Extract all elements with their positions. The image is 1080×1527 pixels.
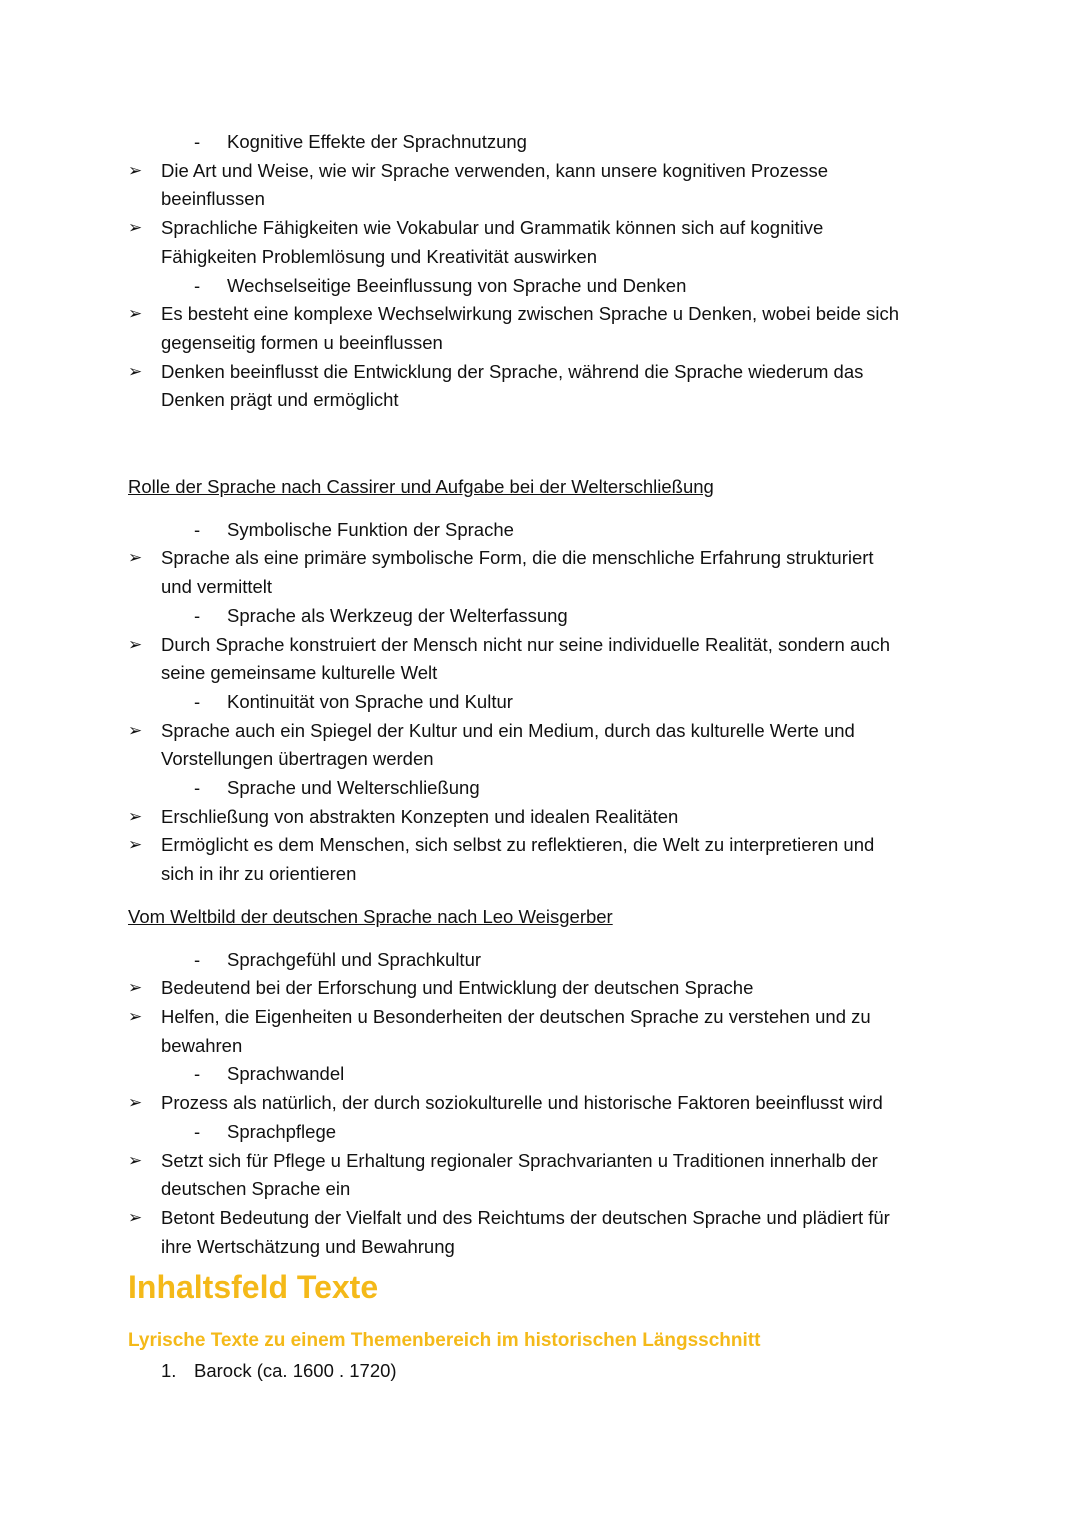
bullet-item — [0, 831, 1080, 888]
bullet-text: Sprache als eine primäre symbolische Form, die die menschliche Erfahrung strukturiert — [161, 547, 874, 569]
bullet-text: Sprachliche Fähigkeiten wie Vokabular und Grammatik können sich auf kognitive — [161, 217, 824, 239]
sub-topic-text: Symbolische Funktion der Sprache — [227, 518, 514, 540]
bullet-text: Durch Sprache konstruiert der Mensch nicht nur seine individuelle Realität, sondern auch — [161, 633, 891, 655]
arrow-bullet-icon: ➢ — [128, 634, 143, 654]
arrow-bullet-icon: ➢ — [128, 361, 143, 381]
bullet-line — [0, 631, 1080, 660]
bullet-line — [0, 1089, 1080, 1118]
bullet-text: Die Art und Weise, wie wir Sprache verwenden, kann unsere kognitiven Prozesse — [161, 159, 829, 181]
sub-topic — [0, 1060, 1080, 1089]
bullet-line — [0, 659, 1080, 688]
bullet-text: Bedeutend bei der Erforschung und Entwicklung der deutschen Sprache — [161, 977, 754, 999]
dash-icon: - — [194, 604, 201, 626]
bullet-text: Helfen, die Eigenheiten u Besonderheiten der deutschen Sprache zu verstehen und zu — [161, 1005, 871, 1027]
numbered-item — [0, 1357, 1080, 1386]
bullet-text: beeinflussen — [161, 188, 265, 210]
arrow-bullet-icon: ➢ — [128, 548, 143, 568]
section-cassirer — [0, 516, 1080, 889]
sub-topic-text: Wechselseitige Beeinflussung von Sprache und Denken — [227, 274, 687, 296]
bullet-line — [0, 1147, 1080, 1176]
sub-topic-text: Kognitive Effekte der Sprachnutzung — [227, 131, 527, 152]
arrow-bullet-icon: ➢ — [128, 806, 143, 826]
bullet-line — [0, 157, 1080, 186]
item-number: 1. — [161, 1360, 177, 1382]
bullet-text: Prozess als natürlich, der durch soziokulturelle und historische Faktoren beeinflusst wird — [161, 1092, 883, 1114]
bullet-text: gegenseitig formen u beeinflussen — [161, 331, 443, 353]
bullet-line — [0, 717, 1080, 746]
bullet-item — [0, 157, 1080, 214]
sub-topic-text: Sprachwandel — [227, 1063, 345, 1085]
section-cognitive-effects — [0, 128, 1080, 415]
bullet-text: ihre Wertschätzung und Bewahrung — [161, 1235, 455, 1257]
sub-topic — [0, 272, 1080, 301]
sub-topic — [0, 602, 1080, 631]
heading-weisgerber: Vom Weltbild der deutschen Sprache nach Leo Weisgerber — [128, 905, 613, 927]
arrow-bullet-icon: ➢ — [128, 720, 143, 740]
arrow-bullet-icon: ➢ — [128, 218, 143, 238]
dash-icon: - — [194, 274, 201, 296]
dash-icon: - — [194, 690, 201, 712]
dash-icon: - — [194, 948, 201, 970]
bullet-item — [0, 631, 1080, 688]
bullet-line — [0, 831, 1080, 860]
sub-topic-text: Sprachpflege — [227, 1120, 337, 1142]
bullet-text: bewahren — [161, 1034, 243, 1056]
bullet-text: Es besteht eine komplexe Wechselwirkung zwischen Sprache u Denken, wobei beide sich — [161, 303, 900, 325]
bullet-line — [0, 544, 1080, 573]
sub-topic — [0, 128, 1080, 157]
bullet-item — [0, 1147, 1080, 1204]
bullet-item — [0, 1089, 1080, 1118]
arrow-bullet-icon: ➢ — [128, 160, 143, 180]
subsection-title: Lyrische Texte zu einem Themenbereich im historischen Längsschnitt — [128, 1330, 761, 1352]
bullet-line — [0, 803, 1080, 832]
bullet-item — [0, 358, 1080, 415]
bullet-item — [0, 214, 1080, 271]
bullet-line — [0, 1003, 1080, 1032]
arrow-bullet-icon: ➢ — [128, 835, 143, 855]
bullet-item — [0, 717, 1080, 774]
bullet-text: Betont Bedeutung der Vielfalt und des Reichtums der deutschen Sprache und plädiert für — [161, 1206, 890, 1228]
bullet-item — [0, 544, 1080, 601]
bullet-text: sich in ihr zu orientieren — [161, 863, 357, 885]
sub-topic-text: Kontinuität von Sprache und Kultur — [227, 690, 513, 712]
dash-icon: - — [194, 518, 201, 540]
bullet-line — [0, 1175, 1080, 1204]
bullet-item — [0, 803, 1080, 832]
bullet-line — [0, 386, 1080, 415]
bullet-text: Denken beeinflusst die Entwicklung der Sprache, während die Sprache wiederum das — [161, 360, 864, 382]
bullet-text: seine gemeinsame kulturelle Welt — [161, 662, 438, 684]
bullet-line — [0, 573, 1080, 602]
bullet-item — [0, 1204, 1080, 1261]
arrow-bullet-icon: ➢ — [128, 304, 143, 324]
dash-icon: - — [194, 1063, 201, 1085]
sub-topic — [0, 1118, 1080, 1147]
dash-icon: - — [194, 1120, 201, 1142]
numbered-list — [0, 1357, 1080, 1386]
bullet-line — [0, 1204, 1080, 1233]
dash-icon: - — [194, 131, 201, 152]
arrow-bullet-icon: ➢ — [128, 1207, 143, 1227]
bullet-line — [0, 300, 1080, 329]
bullet-item — [0, 974, 1080, 1003]
sub-topic — [0, 516, 1080, 545]
bullet-text: Ermöglicht es dem Menschen, sich selbst zu reflektieren, die Welt zu interpretieren und — [161, 834, 875, 856]
bullet-text: Fähigkeiten Problemlösung und Kreativität auswirken — [161, 245, 598, 267]
bullet-text: Denken prägt und ermöglicht — [161, 389, 399, 411]
bullet-line — [0, 860, 1080, 889]
bullet-line — [0, 1233, 1080, 1262]
sub-topic — [0, 946, 1080, 975]
document-page — [0, 128, 1080, 1386]
bullet-line — [0, 214, 1080, 243]
sub-topic — [0, 688, 1080, 717]
bullet-line — [0, 329, 1080, 358]
sub-topic-text: Sprachgefühl und Sprachkultur — [227, 948, 482, 970]
section-weisgerber — [0, 946, 1080, 1262]
bullet-item — [0, 300, 1080, 357]
sub-topic-text: Sprache als Werkzeug der Welterfassung — [227, 604, 568, 626]
heading-cassirer: Rolle der Sprache nach Cassirer und Aufgabe bei der Welterschließung — [128, 476, 714, 498]
bullet-text: und vermittelt — [161, 576, 273, 598]
bullet-text: deutschen Sprache ein — [161, 1178, 351, 1200]
dash-icon: - — [194, 777, 201, 799]
arrow-bullet-icon: ➢ — [128, 1006, 143, 1026]
bullet-text: Setzt sich für Pflege u Erhaltung regionaler Sprachvarianten u Traditionen innerhalb der — [161, 1149, 878, 1171]
bullet-line — [0, 358, 1080, 387]
section-title: Inhaltsfeld Texte — [128, 1269, 379, 1306]
bullet-text: Sprache auch ein Spiegel der Kultur und ein Medium, durch das kulturelle Werte und — [161, 719, 855, 741]
bullet-line — [0, 1032, 1080, 1061]
bullet-line — [0, 974, 1080, 1003]
bullet-line — [0, 243, 1080, 272]
bullet-text: Vorstellungen übertragen werden — [161, 748, 434, 770]
bullet-item — [0, 1003, 1080, 1060]
bullet-text: Erschließung von abstrakten Konzepten und idealen Realitäten — [161, 805, 679, 827]
arrow-bullet-icon: ➢ — [128, 1093, 143, 1113]
sub-topic — [0, 774, 1080, 803]
sub-topic-text: Sprache und Welterschließung — [227, 777, 480, 799]
item-text: Barock (ca. 1600 . 1720) — [194, 1360, 397, 1382]
arrow-bullet-icon: ➢ — [128, 1150, 143, 1170]
arrow-bullet-icon: ➢ — [128, 978, 143, 998]
bullet-line — [0, 185, 1080, 214]
bullet-line — [0, 745, 1080, 774]
